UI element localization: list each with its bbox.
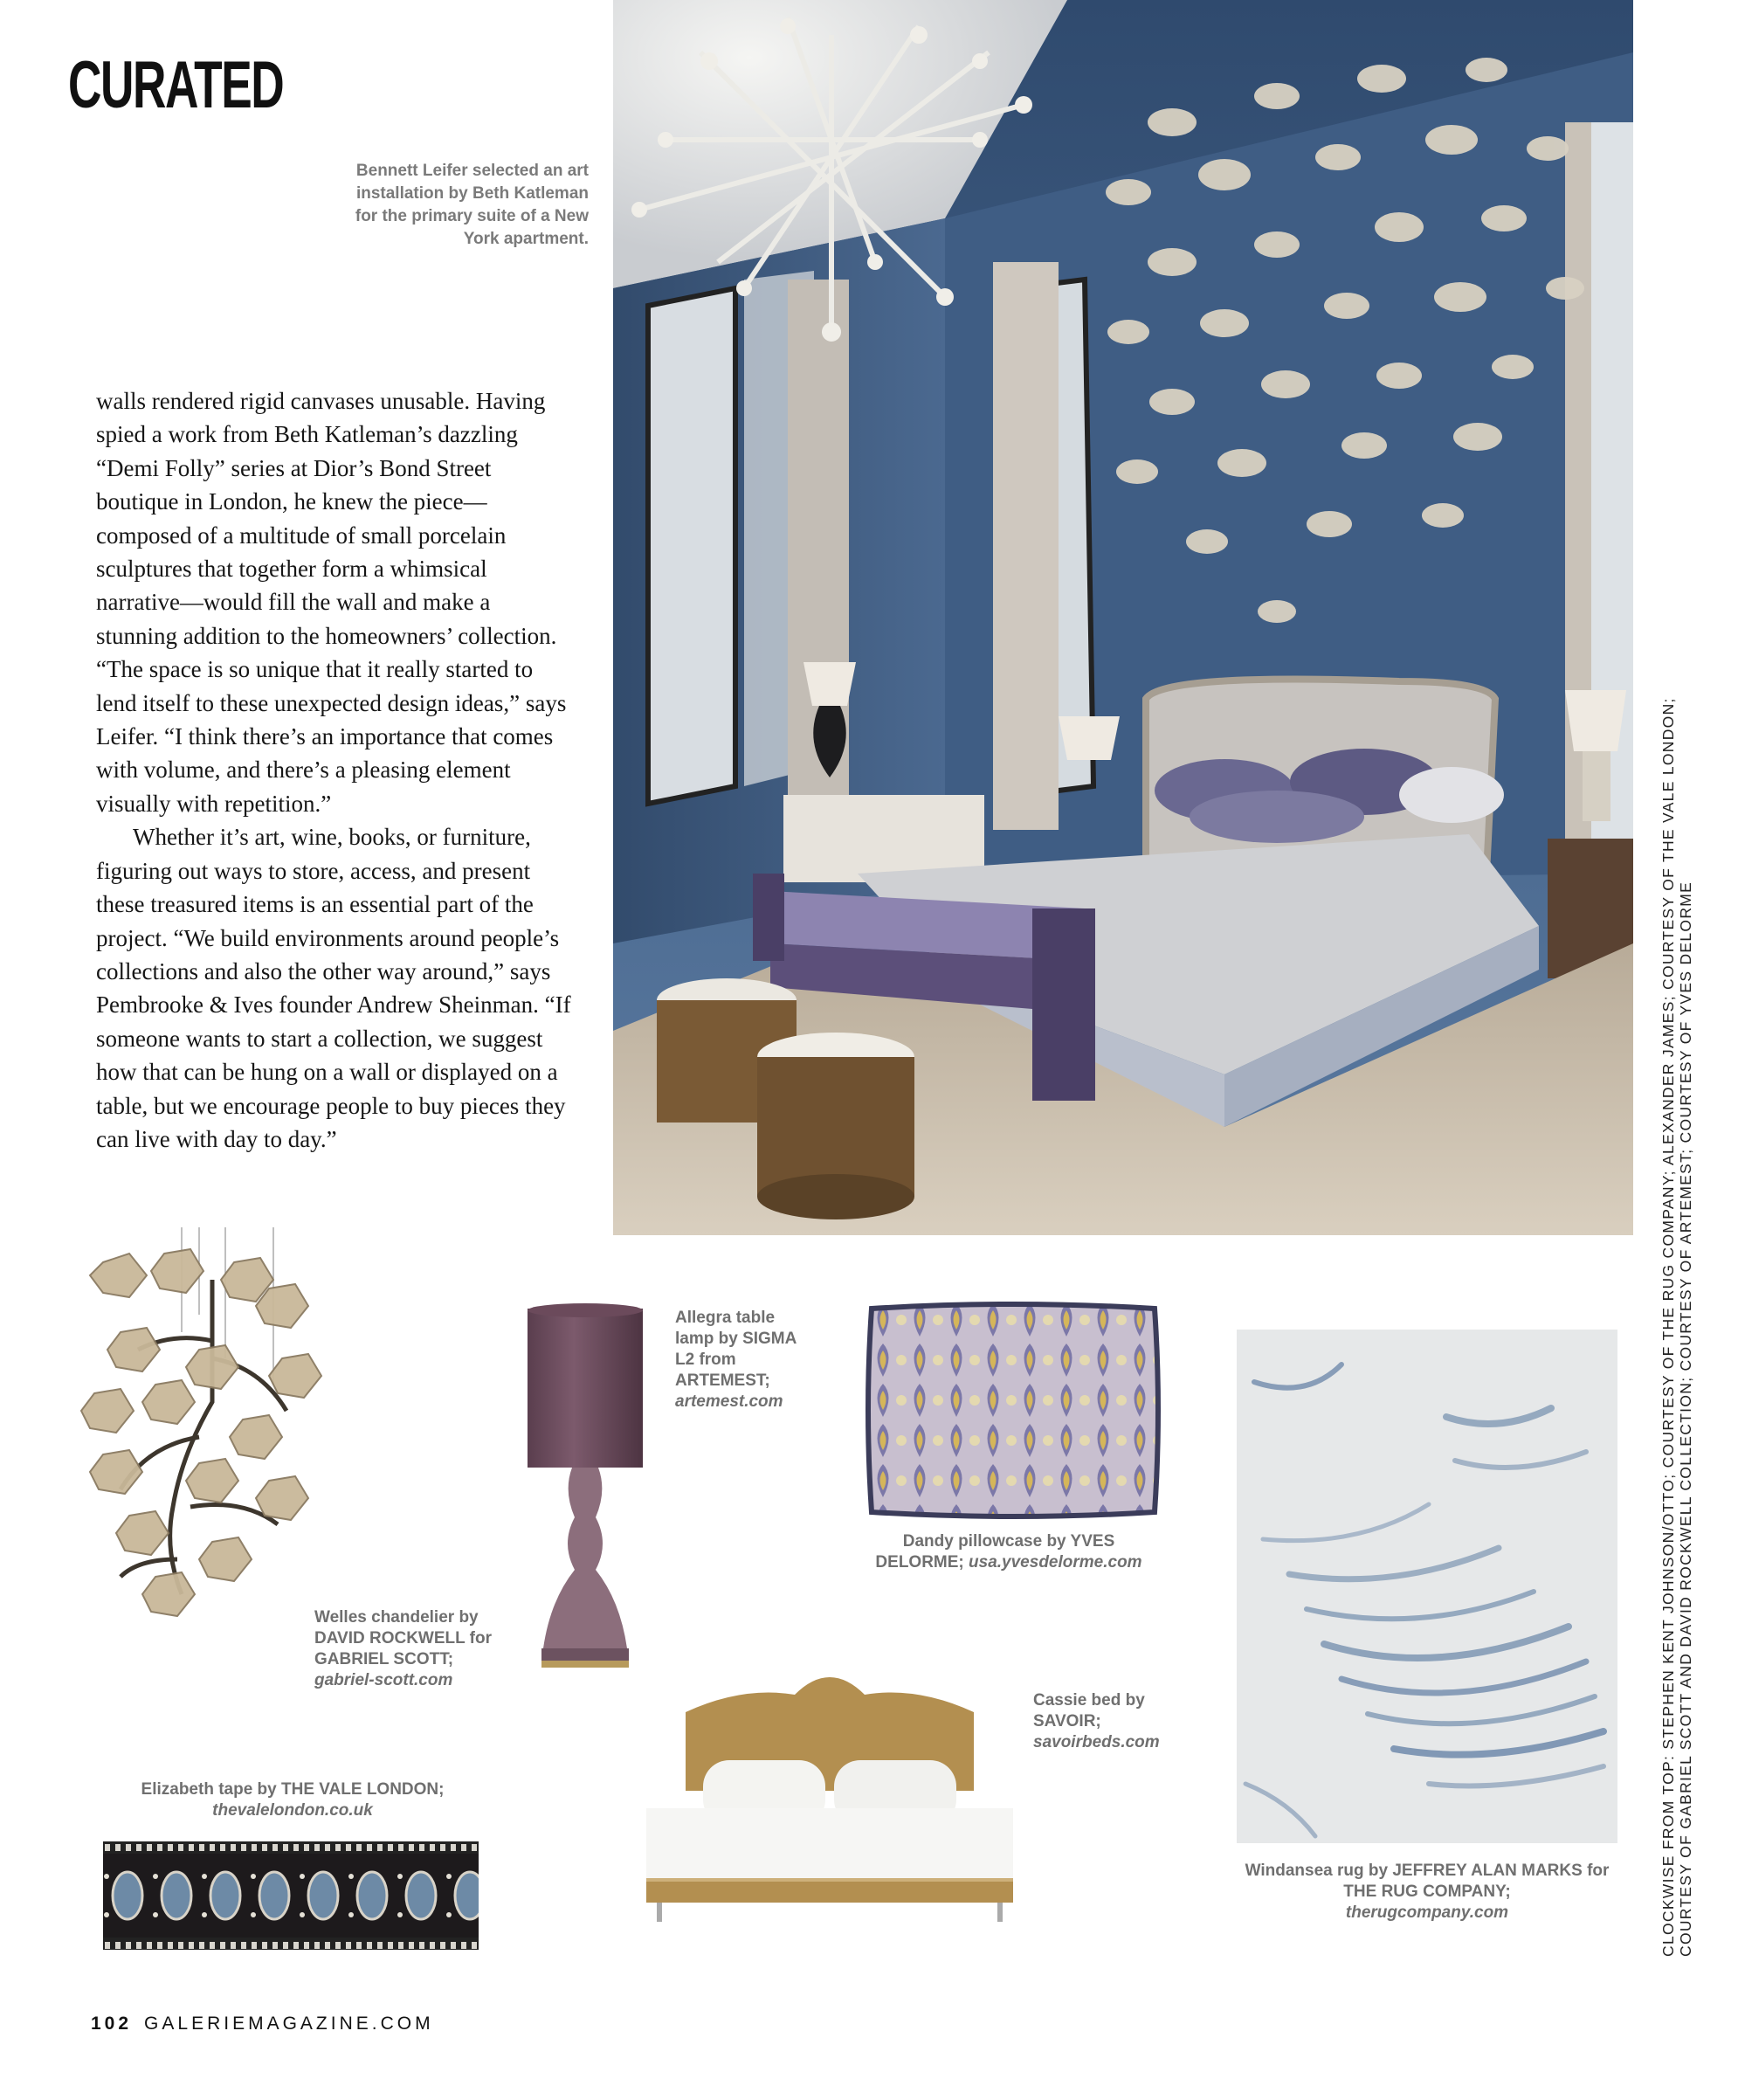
photo-credit-line: CLOCKWISE FROM TOP: STEPHEN KENT JOHNSON/OTTO; COURTESY OF THE RUG COMPANY; ALEXANDER JAMES; COURTESY OF THE VALE LONDON; <box>1659 697 1677 1957</box>
pillowcase-caption <box>860 1531 1157 1573</box>
lamp-caption <box>675 1308 806 1413</box>
article-paragraph: walls rendered rigid canvases unusable. Having spied a work from Beth Katleman’s dazzling “Demi Folly” series at Dior’s Bond Street boutique in London, he knew the piece—composed of a multitude of small porcelain sculptures that together form a whimsical narrative—would fill the wall and make a stunning addition to the homeowners’ collection. “The space is so unique that it really started to lend itself to these unexpected design ideas,” says Leifer. “I think there’s an importance that comes with volume, and there’s a pleasing element visually with repetition.” <box>96 388 567 817</box>
tape-image <box>103 1841 479 1950</box>
page-footer <box>91 2014 434 2034</box>
bed-image <box>638 1660 1022 1922</box>
product-url: savoirbeds.com <box>1033 1733 1160 1751</box>
product-name: Elizabeth tape by THE VALE LONDON; <box>141 1780 445 1799</box>
product-name: Dandy pillowcase by YVES DELORME; <box>875 1532 1115 1572</box>
product-url: artemest.com <box>675 1392 783 1411</box>
main-photo-caption: Bennett Leifer selected an art installation by Beth Katleman for the primary suite of a New York apartment. <box>355 162 589 248</box>
tape-caption <box>100 1779 485 1821</box>
product-url: usa.yvesdelorme.com <box>969 1553 1142 1572</box>
product-name: Allegra table lamp by SIGMA L2 from ARTEMEST; <box>675 1309 797 1390</box>
product-name: Cassie bed by SAVOIR; <box>1033 1691 1145 1730</box>
article-paragraph: Whether it’s art, wine, books, or furniture, figuring out ways to store, access, and present these treasured items is an essential part of the project. “We build environments around people’s collections and also the other way around,” says Pembrooke & Ives founder Andrew Sheinman. “If someone wants to start a collection, we suggest how that can be hung on a wall or displayed on a table, but we encourage people to buy pieces they can live with day to day.” <box>96 824 571 1152</box>
bed-caption <box>1033 1690 1182 1753</box>
product-url: gabriel-scott.com <box>314 1671 453 1689</box>
rug-image <box>1237 1330 1617 1843</box>
product-url: therugcompany.com <box>1345 1903 1509 1922</box>
product-name: Welles chandelier by DAVID ROCKWELL for GABRIEL SCOTT; <box>314 1608 493 1668</box>
rug-caption <box>1237 1861 1617 1924</box>
page-number: 102 <box>91 2014 133 2034</box>
photo-credit <box>1659 697 1694 1957</box>
product-url: thevalelondon.co.uk <box>212 1801 373 1820</box>
pillowcase-image <box>865 1300 1162 1521</box>
chandelier-image <box>68 1227 339 1629</box>
chandelier-caption <box>314 1607 515 1691</box>
article-body <box>96 384 576 1156</box>
product-name: Windansea rug by JEFFREY ALAN MARKS for THE RUG COMPANY; <box>1245 1862 1610 1901</box>
section-title: CURATED <box>68 48 284 122</box>
bedroom-photo <box>613 0 1633 1235</box>
site-name: GALERIEMAGAZINE.COM <box>144 2014 434 2034</box>
table-lamp-image <box>524 1303 646 1681</box>
photo-credit-line: COURTESY OF GABRIEL SCOTT AND DAVID ROCKWELL COLLECTION; COURTESY OF ARTEMEST; COURTESY OF YVES DELORME <box>1677 881 1694 1957</box>
